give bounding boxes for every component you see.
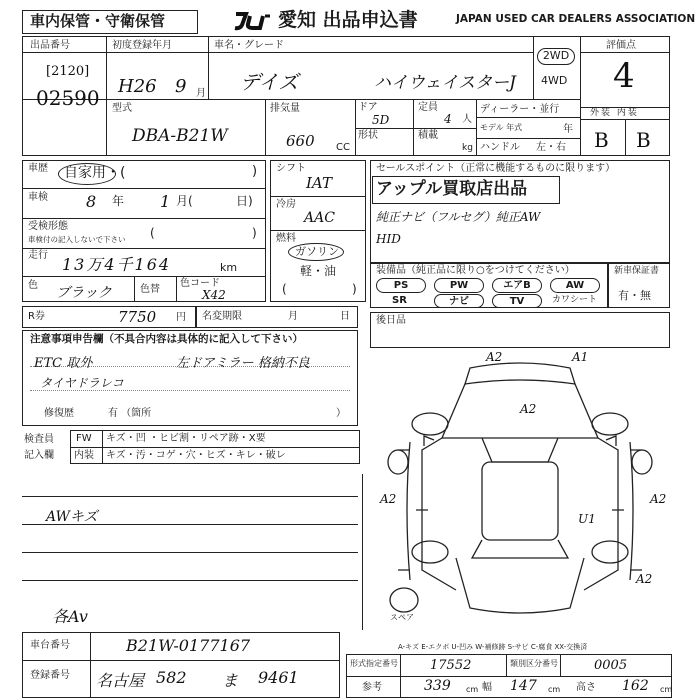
displacement-value: 660 <box>286 132 315 150</box>
notes-label: 注意事項申告欄（不具合内容は具体的に記入して下さい） <box>30 333 303 345</box>
equip-ps: PS <box>376 278 426 293</box>
inspector-note-each: 各Av <box>52 607 88 626</box>
equip-navi: ナビ <box>434 294 484 308</box>
drive-2wd: 2WD <box>537 48 575 65</box>
shaken-month-unit: 月( <box>176 194 193 208</box>
mileage-label: 走行 <box>28 250 48 261</box>
fuel-value: ガソリン <box>295 245 339 258</box>
car-grade: ハイウェイスターJ <box>374 73 516 93</box>
exterior-grade: B <box>594 128 609 152</box>
r-value: 7750 <box>118 308 157 326</box>
shift-label: シフト <box>276 163 306 174</box>
chassis-label: 車台番号 <box>30 640 70 651</box>
org-name: JAPAN USED CAR DEALERS ASSOCIATION <box>456 13 696 25</box>
load-label: 積載 <box>418 130 438 141</box>
repair-close: ） <box>336 408 346 419</box>
fuel-label: 燃料 <box>276 233 296 244</box>
expire-month-unit: 月 <box>288 311 298 322</box>
handle-options: 左・右 <box>536 142 566 153</box>
equip-pw: PW <box>434 278 484 293</box>
after-section <box>370 312 670 348</box>
color-code-label: 色コード <box>180 278 220 289</box>
interior-grade: B <box>636 128 651 152</box>
width-value: 147 <box>510 678 537 694</box>
repair-label: 修復歴 <box>44 408 74 419</box>
displacement-label: 排気量 <box>270 103 300 114</box>
fw-items: キズ・凹 ・ヒビ割・リペア跡・X要 <box>106 433 266 444</box>
new-warranty-value: 有・無 <box>618 289 651 302</box>
equip-label: 装備品（純正品に限り○をつけてください） <box>376 265 575 276</box>
inspector-label-b: 記入欄 <box>24 450 54 461</box>
reg-num: 9461 <box>258 668 299 687</box>
car-name: デイズ <box>240 70 299 94</box>
first-reg-month: 9 <box>175 76 187 97</box>
fw-label: FW <box>76 433 92 444</box>
km-unit: km <box>220 261 238 274</box>
capacity-value: 4 <box>444 112 452 126</box>
shaken-year: 8 <box>86 192 97 211</box>
int-items: キズ・汚・コゲ・穴・ヒズ・キレ・破レ <box>106 450 286 461</box>
ac-value: AAC <box>304 210 335 226</box>
ac-label: 冷房 <box>276 199 296 210</box>
reception-paren-close: ) <box>252 226 257 240</box>
damage-mark-rear-right: A2 <box>636 572 653 586</box>
r-ticket-row <box>22 306 196 328</box>
form-title: 愛知 出品申込書 <box>278 9 418 31</box>
dealer-label: ディーラー・並行 <box>480 104 560 115</box>
after-label: 後日品 <box>376 315 406 326</box>
form-label: 形状 <box>358 130 378 141</box>
damage-legend: A-キズ E-エクボ U-凹み W-補修跡 S-サビ C-腐食 XX-交換済 <box>398 643 588 651</box>
damage-mark-front-left: A2 <box>486 350 503 364</box>
equip-aw: AW <box>550 278 600 293</box>
reception-label: 受検形態 <box>28 221 68 232</box>
maintenance-label: 車内保管・守衛保管 <box>30 12 166 30</box>
damage-mark-rear-door: U1 <box>578 512 596 526</box>
score-label: 評価点 <box>606 40 636 51</box>
kg-unit: kg <box>462 143 473 153</box>
first-reg-label: 初度登録年月 <box>112 40 172 51</box>
height-label: 高さ <box>576 682 596 693</box>
shaken-label: 車検 <box>28 192 48 203</box>
doors-value: 5D <box>372 113 390 127</box>
notes-line3: タイヤドラレコ <box>40 376 124 390</box>
lot-box: [2120] <box>46 64 90 79</box>
reg-class: 582 <box>156 668 187 687</box>
handle-label: ハンドル <box>480 142 520 153</box>
shift-value: IAT <box>306 174 332 192</box>
fuel-other: 軽・油 <box>300 264 337 278</box>
ref-label: 参考 <box>362 682 382 693</box>
cc-unit: CC <box>336 142 350 153</box>
doors-label: ドア <box>358 102 378 113</box>
expire-label: 名変期限 <box>202 311 242 322</box>
inspector-note-aw: AWキズ <box>46 509 98 525</box>
reception-paren: ( <box>150 226 155 240</box>
score-value: 4 <box>613 56 635 96</box>
lot-label: 出品番号 <box>30 40 70 51</box>
lot-number: 02590 <box>36 86 100 110</box>
sales-title: アップル買取店出品 <box>376 179 528 199</box>
year-unit: 年 <box>563 124 573 135</box>
width-unit: cm <box>548 685 561 694</box>
reception-note: 車検付の記入しないで下さい <box>28 235 126 244</box>
model-year-label: モデル 年式 <box>480 123 523 132</box>
color-change-label: 色替 <box>140 284 160 295</box>
damage-mark-left-side: A2 <box>380 492 397 506</box>
r-label: R券 <box>28 311 45 322</box>
equip-tv: TV <box>492 294 542 308</box>
name-label: 車名・グレード <box>214 40 284 51</box>
type-cert-label: 形式指定番号 <box>350 659 398 668</box>
fuel-paren-close: ) <box>352 282 357 296</box>
category-label: 類別区分番号 <box>510 659 558 668</box>
sales-line2: HID <box>376 232 401 246</box>
category-value: 0005 <box>594 658 628 673</box>
reg-label: 登録番号 <box>30 670 70 681</box>
length-value: 339 <box>424 678 451 694</box>
drive-4wd: 4WD <box>541 74 568 87</box>
damage-mark-hood: A2 <box>520 402 537 416</box>
ext-int-label: 外装 内装 <box>590 108 639 118</box>
reg-kana: ま <box>222 671 239 690</box>
usage-close: ) <box>252 164 258 179</box>
type-cert-value: 17552 <box>430 658 472 673</box>
notes-line1: ETC 取外 <box>34 356 93 371</box>
equip-airbag: エアB <box>492 278 542 293</box>
ju-logo <box>232 11 274 31</box>
usage-label: 車歴 <box>28 163 48 174</box>
sales-line1: 純正ナビ（フルセグ）純正AW <box>376 210 541 224</box>
chassis-value: B21W-0177167 <box>126 636 251 655</box>
car-diagram <box>370 350 670 640</box>
inspector-label-a: 検査員 <box>24 434 54 445</box>
model-value: DBA-B21W <box>132 126 228 146</box>
length-unit: cm <box>466 685 479 694</box>
damage-mark-front-right: A1 <box>572 350 589 364</box>
fuel-paren: ( <box>282 282 287 296</box>
notes-line2: 左ドアミラー 格納不良 <box>176 356 310 371</box>
shaken-day-unit: 日) <box>236 194 253 208</box>
new-warranty-label: 新車保証書 <box>614 266 660 276</box>
usage-value: 自家用・( <box>64 165 126 181</box>
capacity-label: 定員 <box>418 102 438 113</box>
expire-day-unit: 日 <box>340 311 350 322</box>
width-label: 幅 <box>482 682 492 693</box>
model-label: 型式 <box>112 103 132 114</box>
color-value: ブラック <box>56 285 112 301</box>
height-value: 162 <box>622 678 649 694</box>
reg-area: 名古屋 <box>96 671 145 690</box>
height-unit: cm <box>660 685 673 694</box>
equip-sr: SR <box>392 295 407 306</box>
color-code-value: X42 <box>202 288 226 302</box>
repair-value: 有 （箇所 <box>108 408 152 419</box>
spare-label: スペア <box>390 613 414 622</box>
int-label: 内装 <box>74 450 94 461</box>
equip-leather-seat: カワシート <box>552 295 598 305</box>
shaken-month: 1 <box>160 192 171 211</box>
first-reg-era: H26 <box>118 76 157 97</box>
yen-unit: 円 <box>176 312 186 323</box>
damage-mark-right-side: A2 <box>650 492 667 506</box>
shaken-year-unit: 年 <box>112 194 125 208</box>
color-label: 色 <box>28 280 38 291</box>
mileage-value: 13万4千164 <box>62 255 172 274</box>
person-unit: 人 <box>462 114 472 125</box>
month-unit: 月 <box>196 88 206 99</box>
sales-label: セールスポイント（正常に機能するものに限ります） <box>376 163 616 174</box>
